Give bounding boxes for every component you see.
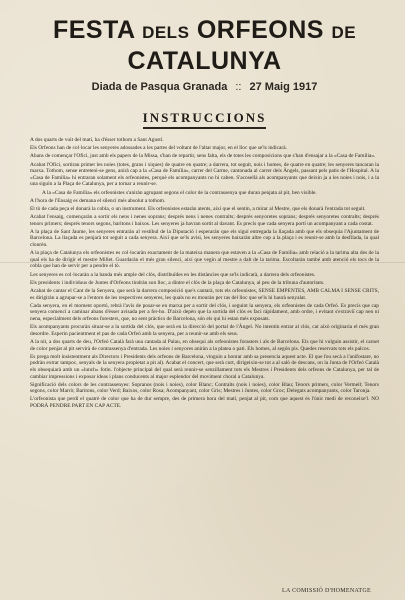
paper-fold [0,262,405,263]
instruction-paragraph: A dos quarts de vuit del matí, ha d'ésser tothom a Sant Agustí. [30,137,164,143]
instruction-paragraph: El tò de cada peça el donarà la cobla, o un instrument. Els orfeonistes estaràn atents, així que el sentin, a mirar al Mestre, que els donarà l'entrada tot seguit. [30,205,366,212]
instruction-paragraph: Els presidents i individuus de Juntes d'Orfeons tindràn son lloc, a dintre el clós de la plaça de Catalunya, al peu de la tribuna d'autoritats. [30,279,325,286]
title-word: DELS [142,23,190,42]
title-word: DE [331,23,357,42]
instruction-paragraph: Significació dels colors de les contrassenyes: Sopranos (nois i noies), color Blanc; Contralts (nois i noies), color Blau; Tenors primers, color Vermell; Tenors segons, color Marrò; Baritons, color Verd; Baixos, color Rosa; Acompanyant, color Gris; Mestres i Juntes, color Groc; Delegats acompanyants, color Taronja. [30,381,379,395]
instruction-paragraph: A la plaça de Catalunya els orfeonistes es col·locaràn exactament de la mateixa manera que estaven a la «Casa de Família» amb relació a la tarima alta des de la qual els ha de dirigir el mestre Millet. Guardaràn el més gran silenci, així que vegin al mestre a dalt de la tarima. Escoltaràn també amb atenció els tocs de la cobla que han de servir per a pendre el tò. [30,250,379,270]
document-title [30,16,379,75]
instruction-paragraph: Acabat de cantar el Cant de la Senyera, que serà la darrera composició que's cantarà, tots els orfeonistes, SENSE EMPENTES, AMB CALMA I SENSE CRITS, es dirigiràn a agrupar-se a l'entorn de les respectives senyeres, les quals no es mouràn per ras del lloc que se'ls hi haurà senyalat. [30,288,379,301]
instructions-body [30,137,379,410]
document-subtitle [30,81,379,93]
title-word: FESTA [52,16,135,44]
instruction-paragraph: L'orfeonista que perdí el quatrè de color que ha de dur sempre, des de primera hora del matí, penjat al pit, com que aquest és l'únic medi de reconeixe'l. NO PODRÀ PENDRE PART EN CAP ACTE. [30,396,379,410]
heading-row [30,109,379,129]
subtitle-separator: :: [235,81,242,93]
instruction-paragraph: A l'hora de l'Ensaig es demana el silenci més absolut a tothom. [30,197,166,204]
title-word: ORFEONS [196,16,324,44]
instruction-paragraph: Es prega molt insistentment als Directors i Presidents dels orfeons de Barcelona, vinguin a honrar amb sa presencia aquest acte. El que fou secà a l'anifostare, no podràn extrar tampoc, senyals de la senyera propietat a pit al). Acabat el concert, que serà curt, dirigeixin-se tot a al salò de descans, on la Junta de l'Orfeó Català els obsequiarà amb un «lunch» fotin. l'objecte principal del qual serà reunir-se senzillament tots els Mestres i Presidents dels orfeons de Catalunya, per tal de cambiar impressions i exposar ideas i plans conducents al major esplendor del moviment choral a Catalunya. [30,353,379,380]
signature: LA COMISSIÓ D'HOMENATGE [282,588,371,594]
subtitle-event: Diada de Pasqua Granada [91,81,228,93]
instruction-paragraph: A la plaça de Sant Jaume, les senyeres entraràn al vestíbul de la Diputació i esperaràn que els siguí entregada la llaçada amb que els obsequia l'Ajuntament de Barcelona. La llaçada es penjarà tot seguit a cada senyera. Així que se'ls avisi, les senyeres baixaràn altre cop a la plaça i es reunir-se amb la desfilada, la qual clourèn. [30,228,379,249]
instruction-paragraph: Abans de començar l'Ofici, just amb els papers de la Missa, s'han de repartir, sens falta, els de totes les composicions que s'han d'ensajar a la «Casa de Família». [30,153,376,160]
instruction-paragraph: A la nit, a dos quarts de deu, l'Orfeó Català farà una cantada al Palau, en obsequi als orfeonistes forasters i als de Barcelona. Els que hi vulguin assistir, el carnet de color penjat al pit servirà de contrassenya d'entrada. Les noies i senyores aniràn a la platea o pati. Els homes, al segón pis. Quedes reservats tots els palcos. [30,338,379,352]
instruction-paragraph: A la «Casa de Família» els orfeonistes s'aniràn agrupant segons el color de la contrassenya que duran penjata al pit, ben visible. [42,189,317,196]
subtitle-date: 27 Maig 1917 [249,81,318,93]
title-word: CATALUNYA [127,47,282,75]
instruction-paragraph: Cada senyera, en el moment oportú, rebrà l'avís de posar-se en marxa per a sortir del clós, i seguint la senyera, els orfeonistes de cada Orfeó. Es precís que cap senyera comencí a caminar abans d'ésser avisada per a fer-ho. D'això depèn que la sortida del clós es faci ràpidament, amb ordre, i evitant s'extraviï cap nen ni nena, especialment dels orfeons foresters, que, no sent pràctics de Barcelona, són els qui hi estan més exposats. [30,302,379,322]
instruction-paragraph: Els acompanyants procuràn situar-se a la sortida del clós, que serà en la direcció del portal de l'Àngel. No intentin entrar al clós, car això originaria el més gran desordre. Esperin pacientment el pas de cada Orfeó amb la senyera, per a reunir-se amb els seus. [30,324,379,337]
section-heading: INSTRUCCIONS [143,110,267,129]
instruction-paragraph: Acabat l'ensaig, començaràn a sortir els nens i nenes soprans; després nens i nenes contralts; després senyoretes soprans; després senyoretes contralts; després tenors primers; després tenors segons, baritons i baixos. Les senyeres ja havran sortit al davant. Es precís que cada senyera portí un acompanyant a cada costat. [30,214,379,227]
instruction-paragraph: Els Orfeons han de col·locar les senyeres adossades a les partes del voltant de l'altar major, en el lloc que se'ls indicarà. [30,145,287,152]
instruction-paragraph: Acabat l'Ofici, sortiran primer les noies (totes, grans i xiques) de quatre en quatre; a darrera, tot seguit, nois i homes, de quatre en quatre; les senyeres tancaran la marxa. Tothom, sense entreteni-se gens, anirà cap a la «Casa de Família», carrer del Carme, cantonada al carrer dels Àngels, passant pels patis de l'Hospital. A la «Casa de Família» hi entraran solament els orfeonistes, perquè els acompanyants no hi caben. S'acosellà als acompanyants que deixin ja a les noies i nois, i a la una siguin a la Plaça de Catalunya, per a tornar a reunir-se. [30,161,379,188]
instruction-paragraph: Les senyeres es col·locaràn a la banda més ample del clós, distribuïdes en les distàncies que se'ls indicarà, a darrera dels orfeonistes. [30,271,316,278]
